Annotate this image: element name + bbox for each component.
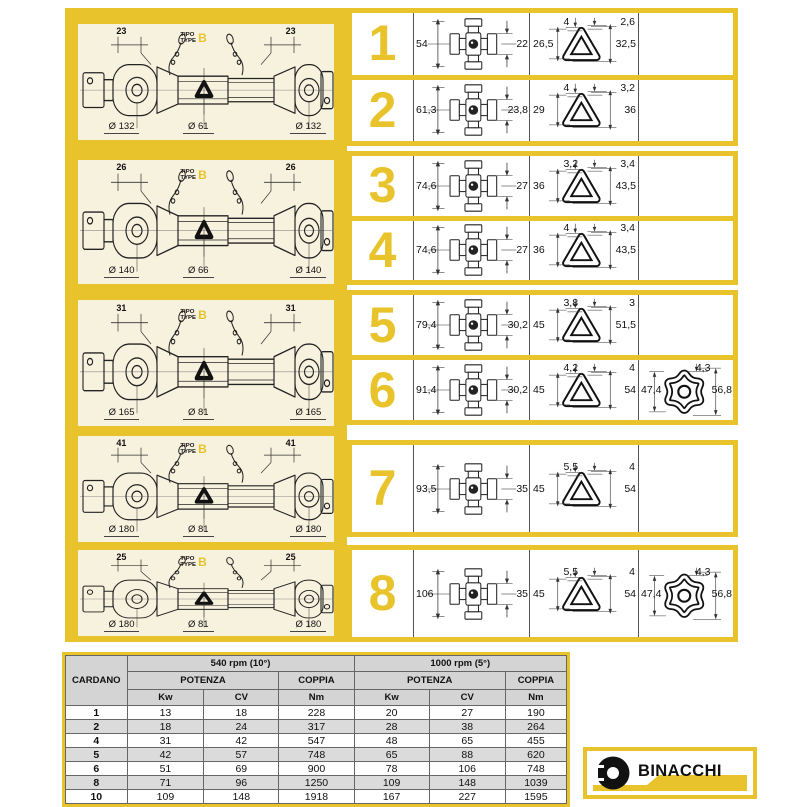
cell-cv-540: 148 [204,790,279,804]
cell-kw-1000: 78 [354,762,429,776]
size-number-cell [352,445,414,532]
size-group-8 [347,545,738,642]
cell-nm-1000: 748 [505,762,566,776]
cell-cardano: 1 [66,706,128,720]
cell-nm-540: 1918 [279,790,354,804]
type-label: TIPO TYPE B [180,307,207,322]
table-row [66,790,567,804]
cross-joint-cell [414,445,530,532]
tube-wall-dim-1: 3,2 [563,157,579,170]
cross-cup-dim: 35 [516,482,528,495]
cell-nm-1000: 1039 [505,776,566,790]
table-row [66,762,567,776]
yoke-dimension-left: 26 [116,162,127,173]
col-header-coppia-540: COPPIA [279,672,354,690]
size-row-7 [352,445,733,532]
shaft-drawing-panel-5 [78,550,334,636]
size-number: 3 [368,157,397,214]
size-number: 4 [368,221,397,278]
logo-yoke-icon [593,754,635,794]
unit-kw-1000: Kw [354,690,429,706]
yoke-dimension-right: 25 [285,551,296,562]
diameter-label-center: Ø 81 [183,619,214,632]
unit-cv-1000: CV [429,690,505,706]
star-outer-dim: 56,8 [711,587,732,600]
cell-nm-1000: 190 [505,706,566,720]
diameter-label-left: Ø 140 [104,265,140,278]
shaft-drawing-panel-2 [78,160,334,284]
tube-inner-dim: 45 [533,482,545,495]
cell-nm-540: 547 [279,734,354,748]
cell-cv-1000: 148 [429,776,505,790]
type-label: TIPO TYPE B [180,442,207,457]
size-row-2 [352,80,733,142]
cell-cv-540: 96 [204,776,279,790]
cross-joint-cell [414,80,530,142]
cell-nm-1000: 1595 [505,790,566,804]
size-number-cell [352,295,414,355]
cross-width-dim: 74,6 [416,179,437,192]
col-header-coppia-1000: COPPIA [505,672,566,690]
tube-inner-dim: 45 [533,319,545,331]
table-row [66,776,567,790]
size-number-cell [352,550,414,637]
yoke-dimension-right: 23 [285,26,296,37]
binacchi-logo [583,747,757,799]
tube-outer-dim: 54 [624,384,636,396]
cell-kw-540: 31 [127,734,204,748]
tube-inner-dim: 45 [533,587,545,600]
cross-cup-dim: 23,8 [507,104,528,117]
tube-profile-cell [530,295,639,355]
size-group-5-6 [347,290,738,425]
cell-cardano: 8 [66,776,128,790]
cell-cv-540: 69 [204,762,279,776]
tube-inner-dim: 45 [533,384,545,396]
cell-cv-1000: 27 [429,706,505,720]
cell-nm-1000: 455 [505,734,566,748]
col-group-540rpm: 540 rpm (10°) [127,656,354,672]
star-profile-cell [639,295,733,355]
star-inner-dim: 47,4 [641,384,662,396]
size-number: 6 [368,361,397,418]
size-number-cell [352,156,414,216]
cross-width-dim: 106 [416,587,434,600]
star-profile-cell [639,80,733,142]
diameter-label-right: Ø 180 [290,524,326,537]
tube-wall-dim-2: 4 [629,362,635,374]
tube-outer-dim: 36 [624,104,636,117]
cell-kw-1000: 48 [354,734,429,748]
cell-nm-1000: 264 [505,720,566,734]
cell-cv-1000: 65 [429,734,505,748]
cell-nm-540: 748 [279,748,354,762]
cross-cup-dim: 35 [516,587,528,600]
size-number: 1 [368,15,397,72]
cell-kw-1000: 20 [354,706,429,720]
cell-kw-1000: 167 [354,790,429,804]
logo-wordmark: BINACCHI [638,762,722,780]
size-group-7 [347,440,738,537]
diameter-label-left: Ø 132 [104,121,140,134]
tube-inner-dim: 26,5 [533,37,554,50]
cross-cup-dim: 22 [516,37,528,50]
type-label: TIPO TYPE B [180,167,207,182]
cell-cardano: 4 [66,734,128,748]
cross-cup-dim: 30,2 [507,319,528,331]
tube-outer-dim: 54 [624,482,636,495]
tube-inner-dim: 36 [533,244,545,257]
tube-wall-dim-1: 4 [563,82,570,95]
size-group-1-2 [347,8,738,146]
diameter-label-left: Ø 165 [104,407,140,420]
cross-cup-dim: 27 [516,244,528,257]
cross-joint-cell [414,221,530,281]
tube-profile-diagram [530,461,638,517]
size-row-1 [352,13,733,75]
size-row-5 [352,295,733,355]
size-group-3-4 [347,151,738,285]
diameter-label-right: Ø 180 [290,619,326,632]
tube-wall-dim-2: 2,6 [620,15,635,28]
cross-joint-cell [414,360,530,420]
unit-kw-540: Kw [127,690,204,706]
tube-outer-dim: 43,5 [615,244,636,257]
cross-width-dim: 74,6 [416,244,437,257]
size-number-cell [352,360,414,420]
cross-width-dim: 54 [416,37,428,50]
size-row-4 [352,221,733,281]
tube-profile-cell [530,221,639,281]
diameter-label-right: Ø 132 [290,121,326,134]
shaft-drawing-panel-4 [78,436,334,542]
cell-nm-1000: 620 [505,748,566,762]
size-number: 8 [368,565,397,621]
cross-cup-dim: 27 [516,179,528,192]
tube-profile-diagram [530,362,638,418]
star-profile-cell [639,550,733,637]
diameter-label-center: Ø 81 [183,524,214,537]
tube-profile-cell [530,13,639,75]
col-group-1000rpm: 1000 rpm (5°) [354,656,566,672]
cell-cardano: 10 [66,790,128,804]
cell-nm-540: 900 [279,762,354,776]
cell-cardano: 6 [66,762,128,776]
star-profile-cell [639,156,733,216]
size-number-cell [352,80,414,142]
tube-profile-cell [530,80,639,142]
yoke-dimension-right: 26 [285,162,296,173]
diameter-label-center: Ø 81 [183,407,214,420]
tube-profile-cell [530,360,639,420]
tube-wall-dim-1: 3,8 [563,297,579,309]
cross-width-dim: 93,5 [416,482,437,495]
yoke-dimension-left: 23 [116,26,127,37]
diameter-label-right: Ø 140 [290,265,326,278]
diameter-label-center: Ø 66 [183,265,214,278]
cross-cup-dim: 30,2 [507,384,528,396]
col-header-potenza-540: POTENZA [127,672,279,690]
tube-outer-dim: 32,5 [615,37,636,50]
diameter-label-right: Ø 165 [290,407,326,420]
yoke-dimension-left: 41 [116,438,127,449]
cell-nm-540: 228 [279,706,354,720]
star-wall-dim: 4,3 [695,362,711,374]
cell-cv-1000: 88 [429,748,505,762]
star-profile-cell [639,445,733,532]
tube-wall-dim-1: 4,2 [563,362,579,374]
cell-kw-1000: 109 [354,776,429,790]
yoke-dimension-right: 41 [285,438,296,449]
table-row [66,734,567,748]
cell-cv-540: 57 [204,748,279,762]
size-number: 7 [368,460,397,516]
cell-nm-540: 317 [279,720,354,734]
cross-joint-cell [414,156,530,216]
diameter-label-left: Ø 180 [104,619,140,632]
type-label: TIPO TYPE B [180,555,207,570]
cell-cv-540: 18 [204,706,279,720]
tube-profile-cell [530,550,639,637]
tube-wall-dim-1: 4 [563,222,570,235]
size-row-8 [352,550,733,637]
tube-wall-dim-2: 4 [629,565,635,578]
cell-cv-1000: 106 [429,762,505,776]
size-number: 2 [368,81,397,138]
yoke-dimension-left: 25 [116,551,127,562]
cell-kw-540: 71 [127,776,204,790]
cross-width-dim: 91,4 [416,384,437,396]
cell-kw-1000: 65 [354,748,429,762]
cell-kw-540: 42 [127,748,204,762]
cell-kw-540: 109 [127,790,204,804]
size-row-3 [352,156,733,216]
size-number-cell [352,221,414,281]
cross-width-dim: 61,3 [416,104,437,117]
tube-wall-dim-2: 4 [629,460,635,473]
size-row-6 [352,360,733,420]
yoke-dimension-right: 31 [285,302,296,313]
col-header-potenza-1000: POTENZA [354,672,505,690]
table-row [66,720,567,734]
tube-outer-dim: 54 [624,587,636,600]
universal-joint-cross-diagram [414,16,529,72]
star-wall-dim: 4,3 [695,565,711,578]
diameter-label-left: Ø 180 [104,524,140,537]
tube-profile-cell [530,156,639,216]
cell-cv-540: 42 [204,734,279,748]
cell-cardano: 5 [66,748,128,762]
table-row [66,706,567,720]
star-outer-dim: 56,8 [711,384,732,396]
tube-wall-dim-2: 3,4 [620,222,635,235]
tube-wall-dim-1: 4 [563,15,570,28]
shaft-drawings-column [65,8,347,642]
tube-wall-dim-2: 3 [629,297,635,309]
table-row [66,748,567,762]
cross-joint-cell [414,550,530,637]
tube-wall-dim-2: 3,4 [620,157,635,170]
shaft-drawing-panel-1 [78,24,334,140]
tube-profile-cell [530,445,639,532]
tube-outer-dim: 51,5 [615,319,636,331]
cell-cv-1000: 227 [429,790,505,804]
power-ratings-table [62,652,570,807]
cell-nm-540: 1250 [279,776,354,790]
cell-kw-1000: 28 [354,720,429,734]
tube-profile-diagram [530,566,638,622]
tube-wall-dim-2: 3,2 [620,82,635,95]
tube-wall-dim-1: 5,5 [563,460,579,473]
star-profile-cell [639,13,733,75]
tube-inner-dim: 29 [533,104,545,117]
yoke-dimension-left: 31 [116,302,127,313]
star-inner-dim: 47,4 [641,587,662,600]
cross-joint-cell [414,13,530,75]
diameter-label-center: Ø 61 [183,121,214,134]
tube-inner-dim: 36 [533,179,545,192]
cell-kw-540: 18 [127,720,204,734]
unit-nm-540: Nm [279,690,354,706]
cell-cv-540: 24 [204,720,279,734]
tube-wall-dim-1: 5,5 [563,565,579,578]
unit-cv-540: CV [204,690,279,706]
cell-cv-1000: 38 [429,720,505,734]
col-header-cardano: CARDANO [66,656,128,706]
shaft-drawing-panel-3 [78,300,334,426]
cross-width-dim: 79,4 [416,319,437,331]
type-label: TIPO TYPE B [180,31,207,46]
cross-joint-cell [414,295,530,355]
star-profile-cell [639,360,733,420]
star-profile-cell [639,221,733,281]
size-number: 5 [368,296,397,353]
size-number-cell [352,13,414,75]
unit-nm-1000: Nm [505,690,566,706]
cell-kw-540: 51 [127,762,204,776]
tube-outer-dim: 43,5 [615,179,636,192]
cell-kw-540: 13 [127,706,204,720]
cell-cardano: 2 [66,720,128,734]
